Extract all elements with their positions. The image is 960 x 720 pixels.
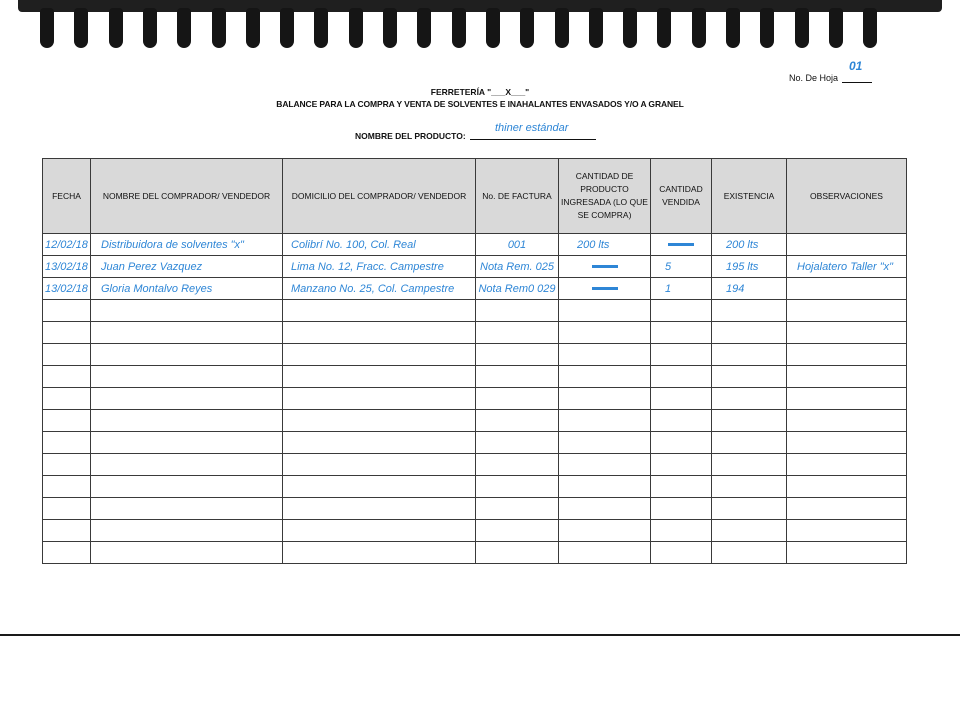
spiral-ring xyxy=(555,8,569,48)
cell-domicilio xyxy=(283,410,476,432)
cell-nombre: Juan Perez Vazquez xyxy=(91,256,283,278)
cell-existencia xyxy=(712,454,787,476)
cell-nombre xyxy=(91,454,283,476)
spiral-ring xyxy=(212,8,226,48)
cell-domicilio xyxy=(283,498,476,520)
cell-observaciones: Hojalatero Taller "x" xyxy=(787,256,907,278)
cell-factura: 001 xyxy=(476,234,559,256)
cell-domicilio xyxy=(283,322,476,344)
cell-nombre xyxy=(91,410,283,432)
spiral-ring xyxy=(760,8,774,48)
cell-existencia xyxy=(712,388,787,410)
cell-observaciones xyxy=(787,476,907,498)
cell-fecha xyxy=(43,300,91,322)
dash-mark xyxy=(592,287,618,290)
table-row xyxy=(43,234,907,256)
cell-nombre xyxy=(91,344,283,366)
cell-existencia xyxy=(712,366,787,388)
cell-domicilio xyxy=(283,388,476,410)
cell-nombre xyxy=(91,322,283,344)
cell-observaciones xyxy=(787,432,907,454)
cell-ingresada xyxy=(559,498,651,520)
cell-existencia: 195 lts xyxy=(712,256,787,278)
cell-nombre xyxy=(91,388,283,410)
cell-existencia xyxy=(712,520,787,542)
cell-vendida xyxy=(651,234,712,256)
cell-nombre: Distribuidora de solventes "x" xyxy=(91,234,283,256)
spiral-ring xyxy=(383,8,397,48)
product-name-label: NOMBRE DEL PRODUCTO: xyxy=(355,131,466,141)
sheet-number-line xyxy=(842,82,872,83)
cell-factura xyxy=(476,432,559,454)
sheet-bottom-line xyxy=(0,634,960,636)
cell-existencia xyxy=(712,542,787,564)
table-row xyxy=(43,454,907,476)
cell-factura: Nota Rem0 029 xyxy=(476,278,559,300)
spiral-ring xyxy=(623,8,637,48)
spiral-ring xyxy=(349,8,363,48)
cell-domicilio: Manzano No. 25, Col. Campestre xyxy=(283,278,476,300)
cell-fecha xyxy=(43,366,91,388)
spiral-ring xyxy=(40,8,54,48)
table-row xyxy=(43,410,907,432)
ledger-body xyxy=(43,234,907,564)
table-row xyxy=(43,432,907,454)
cell-fecha xyxy=(43,322,91,344)
cell-existencia xyxy=(712,344,787,366)
cell-existencia xyxy=(712,410,787,432)
cell-observaciones xyxy=(787,322,907,344)
cell-observaciones xyxy=(787,498,907,520)
cell-factura xyxy=(476,300,559,322)
cell-vendida: 5 xyxy=(651,256,712,278)
cell-vendida: 1 xyxy=(651,278,712,300)
cell-ingresada xyxy=(559,256,651,278)
cell-vendida xyxy=(651,366,712,388)
cell-nombre xyxy=(91,498,283,520)
spiral-ring xyxy=(74,8,88,48)
table-row xyxy=(43,256,907,278)
table-row xyxy=(43,498,907,520)
spiral-ring xyxy=(314,8,328,48)
cell-domicilio xyxy=(283,520,476,542)
cell-domicilio: Lima No. 12, Fracc. Campestre xyxy=(283,256,476,278)
product-name-line xyxy=(470,139,596,140)
cell-vendida xyxy=(651,388,712,410)
cell-existencia xyxy=(712,476,787,498)
product-name-value: thiner estándar xyxy=(495,122,569,134)
spiral-ring xyxy=(520,8,534,48)
cell-ingresada xyxy=(559,278,651,300)
table-row xyxy=(43,344,907,366)
cell-vendida xyxy=(651,410,712,432)
cell-fecha: 13/02/18 xyxy=(43,278,91,300)
table-row xyxy=(43,476,907,498)
cell-fecha xyxy=(43,476,91,498)
table-header-row xyxy=(43,159,907,234)
cell-vendida xyxy=(651,476,712,498)
sheet-number-value: 01 xyxy=(849,59,863,73)
cell-factura xyxy=(476,454,559,476)
cell-factura xyxy=(476,542,559,564)
spiral-ring xyxy=(657,8,671,48)
spiral-ring xyxy=(486,8,500,48)
cell-ingresada xyxy=(559,388,651,410)
cell-factura xyxy=(476,322,559,344)
cell-vendida xyxy=(651,498,712,520)
table-row xyxy=(43,278,907,300)
cell-fecha: 12/02/18 xyxy=(43,234,91,256)
cell-observaciones xyxy=(787,278,907,300)
cell-factura xyxy=(476,344,559,366)
cell-observaciones xyxy=(787,300,907,322)
cell-fecha xyxy=(43,432,91,454)
cell-ingresada xyxy=(559,476,651,498)
dash-mark xyxy=(592,265,618,268)
cell-ingresada xyxy=(559,520,651,542)
spiral-ring xyxy=(692,8,706,48)
cell-vendida xyxy=(651,344,712,366)
spiral-ring xyxy=(177,8,191,48)
cell-ingresada xyxy=(559,322,651,344)
cell-nombre xyxy=(91,432,283,454)
cell-ingresada xyxy=(559,432,651,454)
cell-existencia: 200 lts xyxy=(712,234,787,256)
cell-vendida xyxy=(651,432,712,454)
cell-factura xyxy=(476,476,559,498)
cell-domicilio xyxy=(283,476,476,498)
cell-ingresada xyxy=(559,366,651,388)
cell-existencia xyxy=(712,498,787,520)
cell-ingresada xyxy=(559,454,651,476)
spiral-ring xyxy=(109,8,123,48)
cell-existencia: 194 xyxy=(712,278,787,300)
sheet-number-label: No. De Hoja xyxy=(789,73,839,83)
cell-observaciones xyxy=(787,366,907,388)
cell-fecha xyxy=(43,344,91,366)
cell-fecha xyxy=(43,542,91,564)
cell-vendida xyxy=(651,322,712,344)
cell-fecha xyxy=(43,520,91,542)
spiral-ring xyxy=(143,8,157,48)
cell-domicilio xyxy=(283,300,476,322)
cell-vendida xyxy=(651,300,712,322)
spiral-ring xyxy=(452,8,466,48)
table-row xyxy=(43,366,907,388)
cell-vendida xyxy=(651,454,712,476)
cell-factura xyxy=(476,366,559,388)
cell-ingresada xyxy=(559,542,651,564)
cell-factura xyxy=(476,520,559,542)
cell-domicilio xyxy=(283,366,476,388)
spiral-ring xyxy=(829,8,843,48)
cell-ingresada xyxy=(559,410,651,432)
cell-nombre xyxy=(91,300,283,322)
cell-factura xyxy=(476,498,559,520)
cell-domicilio xyxy=(283,344,476,366)
cell-nombre xyxy=(91,366,283,388)
cell-fecha xyxy=(43,388,91,410)
cell-fecha xyxy=(43,454,91,476)
cell-ingresada xyxy=(559,344,651,366)
spiral-ring xyxy=(863,8,877,48)
cell-observaciones xyxy=(787,410,907,432)
col-ingresada-header: CANTIDAD DE PRODUCTO INGRESADA (LO QUE SE COMPRA) xyxy=(559,159,651,234)
table-row xyxy=(43,322,907,344)
cell-domicilio: Colibrí No. 100, Col. Real xyxy=(283,234,476,256)
cell-factura xyxy=(476,388,559,410)
cell-fecha xyxy=(43,410,91,432)
cell-domicilio xyxy=(283,454,476,476)
table-row xyxy=(43,520,907,542)
col-domicilio-header: DOMICILIO DEL COMPRADOR/ VENDEDOR xyxy=(283,159,476,234)
cell-nombre: Gloria Montalvo Reyes xyxy=(91,278,283,300)
cell-ingresada: 200 lts xyxy=(559,234,651,256)
main-title: BALANCE PARA LA COMPRA Y VENTA DE SOLVENTES E INAHALANTES ENVASADOS Y/O A GRANEL xyxy=(276,99,684,109)
ledger-table xyxy=(42,158,907,564)
col-existencia-header: EXISTENCIA xyxy=(712,159,787,234)
cell-factura: Nota Rem. 025 xyxy=(476,256,559,278)
cell-observaciones xyxy=(787,542,907,564)
cell-existencia xyxy=(712,432,787,454)
store-title: FERRETERÍA "___X___" xyxy=(430,87,530,97)
cell-observaciones xyxy=(787,520,907,542)
spiral-ring xyxy=(726,8,740,48)
spiral-ring xyxy=(589,8,603,48)
cell-existencia xyxy=(712,322,787,344)
cell-domicilio xyxy=(283,432,476,454)
col-fecha-header: FECHA xyxy=(43,159,91,234)
col-factura-header: No. DE FACTURA xyxy=(476,159,559,234)
cell-observaciones xyxy=(787,388,907,410)
table-row xyxy=(43,388,907,410)
table-row xyxy=(43,300,907,322)
cell-observaciones xyxy=(787,344,907,366)
cell-nombre xyxy=(91,520,283,542)
spiral-ring xyxy=(280,8,294,48)
cell-factura xyxy=(476,410,559,432)
col-vendida-header: CANTIDAD VENDIDA xyxy=(651,159,712,234)
cell-nombre xyxy=(91,476,283,498)
cell-existencia xyxy=(712,300,787,322)
col-observaciones-header: OBSERVACIONES xyxy=(787,159,907,234)
cell-ingresada xyxy=(559,300,651,322)
table-row xyxy=(43,542,907,564)
col-nombre-header: NOMBRE DEL COMPRADOR/ VENDEDOR xyxy=(91,159,283,234)
spiral-ring xyxy=(246,8,260,48)
cell-nombre xyxy=(91,542,283,564)
cell-fecha: 13/02/18 xyxy=(43,256,91,278)
spiral-ring xyxy=(417,8,431,48)
cell-vendida xyxy=(651,542,712,564)
cell-observaciones xyxy=(787,234,907,256)
spiral-ring xyxy=(795,8,809,48)
cell-vendida xyxy=(651,520,712,542)
cell-observaciones xyxy=(787,454,907,476)
cell-domicilio xyxy=(283,542,476,564)
dash-mark xyxy=(668,243,694,246)
cell-fecha xyxy=(43,498,91,520)
